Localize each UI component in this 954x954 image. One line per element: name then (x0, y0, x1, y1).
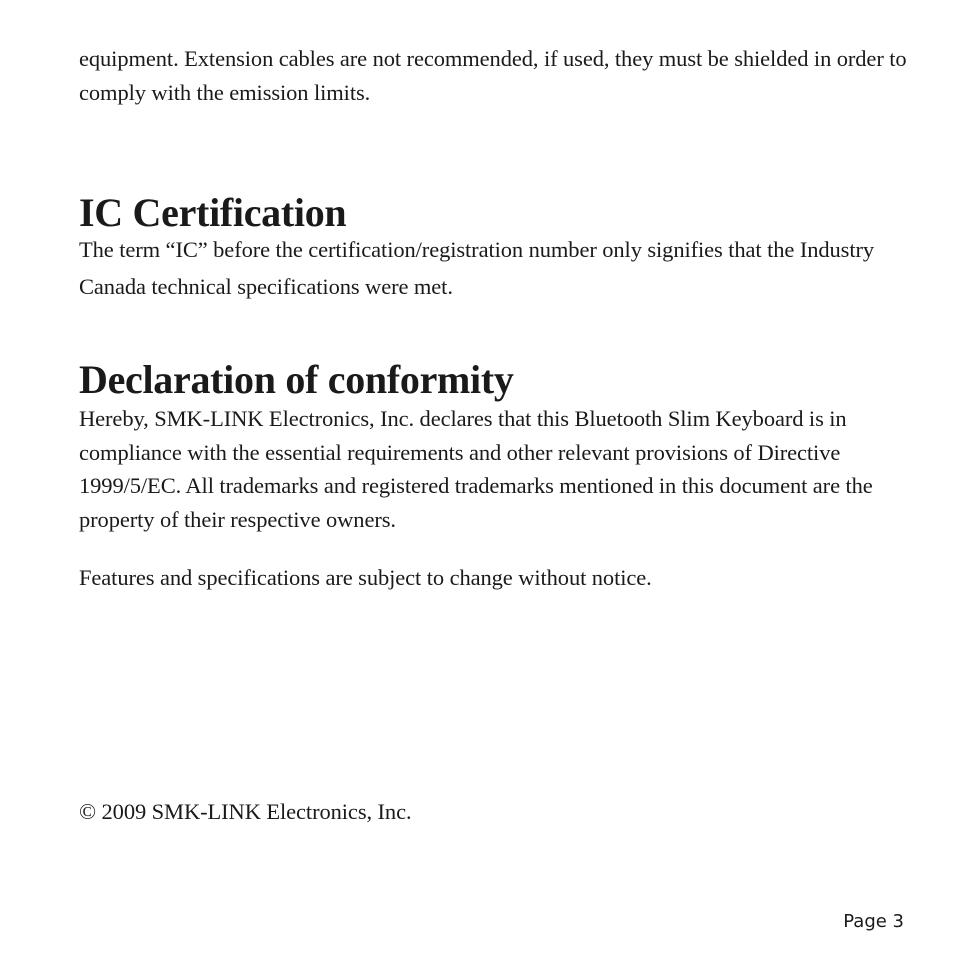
ic-certification-paragraph: The term “IC” before the certification/registration number only signifies that the Industry Canada technical specifications were met. (79, 237, 875, 299)
features-notice: Features and specifications are subject to change without notice. (79, 565, 652, 590)
intro-paragraph: equipment. Extension cables are not recommended, if used, they must be shielded in order to comply with the emission limits. (79, 46, 907, 105)
copyright-notice: © 2009 SMK-LINK Electronics, Inc. (79, 799, 412, 824)
declaration-paragraph: Hereby, SMK-LINK Electronics, Inc. declares that this Bluetooth Slim Keyboard is in compliance with the essential requirements and other relevant provisions of Directive 1999/5/EC. All trademarks and registered trademarks mentioned in this document are the property of their respective owners. (79, 406, 873, 532)
declaration-heading: Declaration of conformity (79, 357, 514, 402)
page-number: Page 3 (843, 911, 904, 932)
ic-certification-heading: IC Certification (79, 190, 347, 235)
